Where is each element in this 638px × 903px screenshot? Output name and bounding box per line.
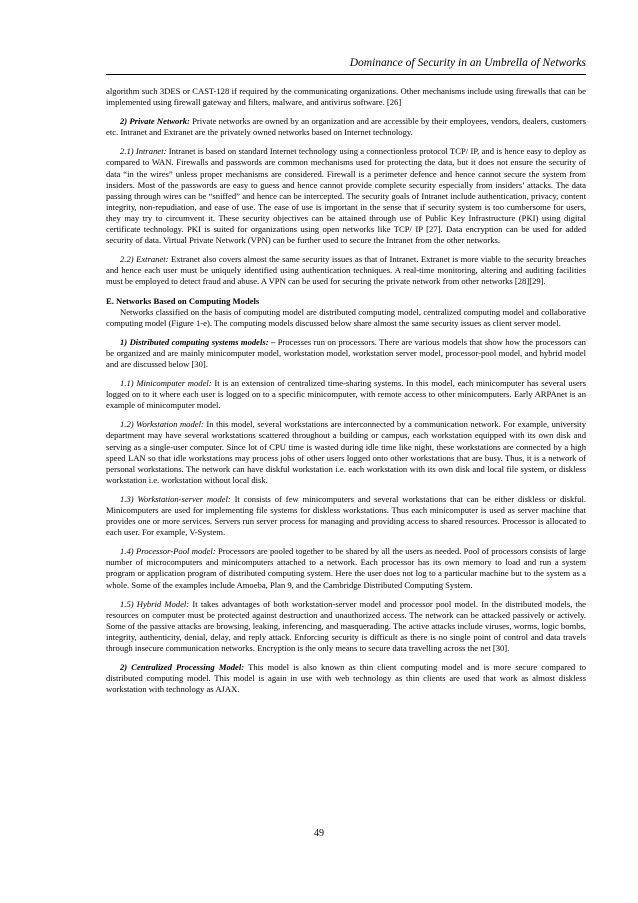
paragraph-distributed-models [106,337,586,370]
heading-extranet: 2.2) Extranet: [120,254,169,265]
heading-private-network: 2) Private Network: [120,116,190,127]
section-heading-e: E. Networks Based on Computing Models [106,295,260,306]
paragraph-centralized-model-text: This model is also known as thin client computing model and is more secure compared to distributed computing model. This model is again in use with web technology as thin clients are used that work as almost diskless workstation with technology as AJAX. [106,662,586,695]
paragraph-processor-pool-model-text: Processors are pooled together to be shared by all the users as needed. Pool of processors consists of large number of microcomputers and minicomputers attached to a network. Each processor has its own memory to load and run a system program or application program of distributed computing system. Here the user does not log to a particular machine but to the system as a whole. Some of the examples include Amoeba, Plan 9, and the Cambridge Distributed Computing System. [106,546,586,590]
paragraph-processor-pool-model [106,546,586,590]
heading-minicomputer-model: 1.1) Minicomputer model: [120,378,212,389]
paragraph-distributed-models-text: Processes run on processors. There are various models that show how the processors can be organized and are mainly minicomputer model, workstation model, workstation server model, processor-pool model, and hybrid model and are discussed below [30]. [106,336,586,369]
paragraph-intranet [106,146,586,246]
paragraph-computing-models: Networks classified on the basis of computing model are distributed computing model, centralized computing model and collaborative computing model (Figure 1-e). The computing models discussed below share almost the same security issues as client server model. [106,306,586,328]
heading-workstation-server-model: 1.3) Workstation-server model: [120,493,231,504]
paragraph-hybrid-model-text: It takes advantages of both workstation-server model and processor pool model. In the distributed models, the resources on computer must be protected against destruction and unauthorized access. The network can be attacked passively or actively. Some of the passive attacks are browsing, leaking, inferencing, and masquerading. The active attacks include viruses, worms, logic bombs, integrity, authenticity, denial, delay, and reply attack. Enforcing security is difficult as there is no single point of control and data travels through insecure communication networks. Encryption is the only means to secure data travelling across the net [30]. [106,598,586,654]
page-number: 49 [314,828,324,839]
heading-intranet: 2.1) Intranet: [120,146,167,157]
paragraph-private-network [106,116,586,138]
paragraph-workstation-model-text: In this model, several workstations are interconnected by a communication network. For example, university department may have several workstations scattered throughout a building or campus, each workstation equipped with its own disk and serving as a single-user computer. Since lot of CPU time is wasted during idle time like night, these workstations are connected by a high speed LAN so that idle workstations may process jobs of other users logged onto other workstations that are busy. Thus, it is a network of personal workstations. The network can have diskful workstation i.e. each workstation with its own disk and local file system, or diskless workstation i.e. workstation without local disk. [106,419,586,485]
body-text [106,86,586,703]
heading-centralized-model: 2) Centralized Processing Model: [120,662,245,673]
header-rule [106,74,586,75]
paragraph-workstation-server-model [106,494,586,538]
paragraph-minicomputer-model-text: It is an extension of centralized time-sharing systems. In this model, each minicomputer has several users logged on to it where each user is logged on to a specific minicomputer, with remote access to other minicomputers. Early ARPAnet is an example of minicomputer model. [106,378,587,411]
heading-workstation-model: 1.2) Workstation model: [120,419,204,430]
paragraph-minicomputer-model [106,378,586,411]
paragraph-private-network-text: Private networks are owned by an organization and are accessible by their employees, vendors, dealers, customers etc. Intranet and Extranet are the privately owned networks based on Internet technology. [106,116,586,138]
running-header: Dominance of Security in an Umbrella of Networks [349,57,586,69]
paragraph-hybrid-model [106,599,586,654]
heading-hybrid-model: 1.5) Hybrid Model: [120,598,190,609]
paragraph-extranet-text: Extranet also covers almost the same security issues as that of Intranet. Extranet is more viable to the security breaches and hence each user must be uniquely identified using authentication techniques. A real-time monitoring, altering and auditing facilities must be employed to detect fraud and abuse. A VPN can be used for securing the private network from other networks [28][29]. [106,254,586,287]
heading-distributed-models: 1) Distributed computing systems models: – [120,336,276,347]
paragraph-intranet-text: Intranet is based on standard Internet technology using a connectionless protocol TCP/ IP, and is hence easy to deploy as compared to WAN. Firewalls and passwords are common mechanisms used for protecting the data, but it does not ensure the security of data “in the wires” unless proper mechanisms are considered. Firewall is a perimeter defence and hence cannot secure the system from insiders. Most of the passwords are easy to guess and hence cannot provide complete security especially from insiders’ attacks. The data passing through wires can be “sniffed” and hence can be intercepted. The security goals of Intranet include authentication, privacy, content integrity, non-repudiation, and ease of use. The ease of use is important in the sense that if security system is too cumbersome for users, they may try to circumvent it. These security objectives can be attained through use of Public Key Infrastructure (PKI) using digital certificate technology. PKI is suited for organizations using open networks like TCP/ IP [27]. Data encryption can be used for added security of data. Virtual Private Network (VPN) can be further used to secure the Intranet from the other networks. [106,146,587,246]
paragraph-workstation-server-model-text: It consists of few minicomputers and several workstations that can be either diskless or diskful. Minicomputers are used for implementing file systems for diskless workstations. Thus each minicomputer is used as server machine that provides one or more services. Servers run server process for managing and providing access to shared resources. Processor is allocated to each user. For example, V-System. [106,493,586,538]
paragraph-centralized-model [106,662,586,695]
paragraph-extranet [106,254,586,287]
paragraph-workstation-model [106,419,586,486]
heading-processor-pool-model: 1.4) Processor-Pool model: [120,546,216,557]
paragraph-continuation: algorithm such 3DES or CAST-128 if required by the communicating organizations. Other mechanisms include using firewalls that can be implemented using firewall gateway and filters, malware, and antivirus software. [26] [106,86,586,108]
